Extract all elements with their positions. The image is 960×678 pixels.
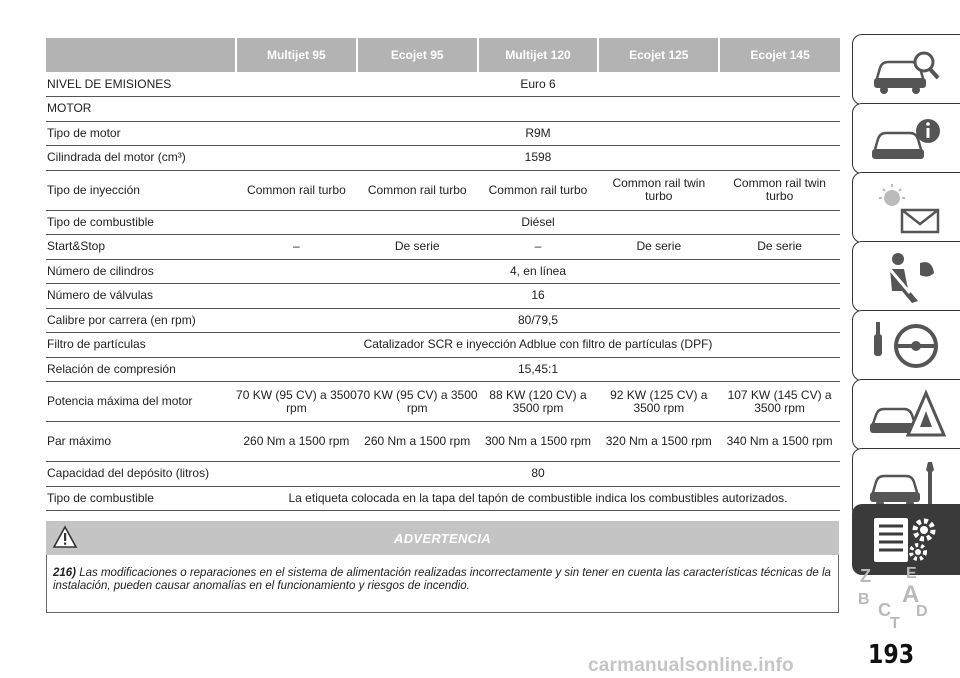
cell-value: Common rail turbo	[478, 170, 599, 210]
svg-text:B: B	[858, 591, 870, 608]
cell-value: Common rail twin turbo	[719, 170, 840, 210]
table-row	[46, 462, 840, 487]
alphabetical-index-icon[interactable]	[854, 560, 944, 630]
cell-value: De serie	[719, 235, 840, 260]
table-row	[46, 259, 840, 284]
table-row	[46, 284, 840, 309]
row-label: Tipo de combustible	[46, 486, 236, 511]
header-ecojet-145: Ecojet 145	[719, 38, 840, 72]
warning-text: Las modificaciones o reparaciones en el sistema de alimentación realizadas incorrectamente y sin tener en cuenta las características técnicas de la instalación, pueden causar anomalías en el funcionamiento y riesgos de incendio.	[53, 567, 831, 592]
watermark: carmanualsonline.info	[588, 655, 794, 676]
nav-tab-knowing-car[interactable]	[852, 34, 960, 105]
row-label: Calibre por carrera (en rpm)	[46, 308, 236, 333]
row-value: 15,45:1	[236, 357, 840, 382]
cell-value: 300 Nm a 1500 rpm	[478, 422, 599, 462]
row-label: Tipo de combustible	[46, 210, 236, 235]
warning-header	[46, 521, 839, 555]
svg-text:T: T	[890, 615, 900, 630]
cell-value: 260 Nm a 1500 rpm	[357, 422, 478, 462]
cell-value: 320 Nm a 1500 rpm	[598, 422, 719, 462]
header-multijet-120: Multijet 120	[478, 38, 599, 72]
warning-lights-icon	[868, 180, 946, 236]
table-row	[46, 210, 840, 235]
row-label: Número de válvulas	[46, 284, 236, 309]
table-row	[46, 97, 840, 122]
row-value: R9M	[236, 121, 840, 146]
header-ecojet-125: Ecojet 125	[598, 38, 719, 72]
row-value: 1598	[236, 146, 840, 171]
cell-value: 92 KW (125 CV) a 3500 rpm	[598, 382, 719, 422]
key-steering-icon	[868, 318, 946, 374]
table-header	[46, 38, 840, 72]
cell-value: 340 Nm a 1500 rpm	[719, 422, 840, 462]
row-value: 80	[236, 462, 840, 487]
cell-value: Common rail turbo	[236, 170, 357, 210]
row-value: 16	[236, 284, 840, 309]
cell-value: 107 KW (145 CV) a 3500 rpm	[719, 382, 840, 422]
cell-value: De serie	[598, 235, 719, 260]
row-label: Tipo de motor	[46, 121, 236, 146]
warning-triangle-icon	[52, 525, 78, 549]
header-ecojet-95: Ecojet 95	[357, 38, 478, 72]
row-value: La etiqueta colocada en la tapa del tapón de combustible indica los combustibles autorizados.	[236, 486, 840, 511]
table-row	[46, 308, 840, 333]
seatbelt-airbag-icon	[868, 249, 946, 305]
row-label: Número de cilindros	[46, 259, 236, 284]
table-row	[46, 422, 840, 462]
row-label: Relación de compresión	[46, 357, 236, 382]
row-label: Start&Stop	[46, 235, 236, 260]
row-label: NIVEL DE EMISIONES	[46, 72, 236, 97]
svg-text:D: D	[916, 603, 928, 620]
car-search-icon	[868, 42, 946, 98]
row-label: Potencia máxima del motor	[46, 382, 236, 422]
table-row	[46, 121, 840, 146]
page-number: 193	[868, 640, 915, 670]
row-label: Tipo de inyección	[46, 170, 236, 210]
cell-value: –	[236, 235, 357, 260]
cell-value: Common rail twin turbo	[598, 170, 719, 210]
svg-text:E: E	[906, 565, 917, 582]
warning-title: ADVERTENCIA	[394, 530, 491, 546]
row-label: Cilindrada del motor (cm³)	[46, 146, 236, 171]
chapter-nav	[852, 0, 960, 678]
svg-text:Z: Z	[860, 566, 871, 586]
cell-value: 70 KW (95 CV) a 3500 rpm	[236, 382, 357, 422]
row-value	[236, 97, 840, 122]
table-row	[46, 146, 840, 171]
header-blank	[46, 38, 236, 72]
row-label: MOTOR	[46, 97, 236, 122]
cell-value: 88 KW (120 CV) a 3500 rpm	[478, 382, 599, 422]
breakdown-icon	[868, 387, 946, 443]
row-label: Filtro de partículas	[46, 333, 236, 358]
row-value: Euro 6	[236, 72, 840, 97]
cell-value: –	[478, 235, 599, 260]
header-multijet-95: Multijet 95	[236, 38, 357, 72]
row-label: Par máximo	[46, 422, 236, 462]
table-row	[46, 382, 840, 422]
cell-value: 260 Nm a 1500 rpm	[236, 422, 357, 462]
svg-text:A: A	[902, 581, 920, 608]
row-value: Catalizador SCR e inyección Adblue con filtro de partículas (DPF)	[236, 333, 840, 358]
row-value: Diésel	[236, 210, 840, 235]
nav-tab-warning-lights[interactable]	[852, 172, 960, 243]
row-value: 4, en línea	[236, 259, 840, 284]
warning-body	[46, 555, 839, 613]
svg-text:C: C	[878, 600, 891, 620]
cell-value: Common rail turbo	[357, 170, 478, 210]
table-row	[46, 357, 840, 382]
table-row	[46, 235, 840, 260]
cell-value: De serie	[357, 235, 478, 260]
row-label: Capacidad del depósito (litros)	[46, 462, 236, 487]
cell-value: 70 KW (95 CV) a 3500 rpm	[357, 382, 478, 422]
car-info-icon	[868, 111, 946, 167]
table-row	[46, 170, 840, 210]
nav-tab-emergency[interactable]	[852, 379, 960, 450]
specs-table	[46, 38, 840, 511]
table-row	[46, 333, 840, 358]
warning-ref: 216)	[53, 567, 77, 579]
row-value: 80/79,5	[236, 308, 840, 333]
nav-tab-info[interactable]	[852, 103, 960, 174]
table-row	[46, 486, 840, 511]
table-row	[46, 72, 840, 97]
nav-tab-safety[interactable]	[852, 241, 960, 312]
nav-tab-starting[interactable]	[852, 310, 960, 381]
